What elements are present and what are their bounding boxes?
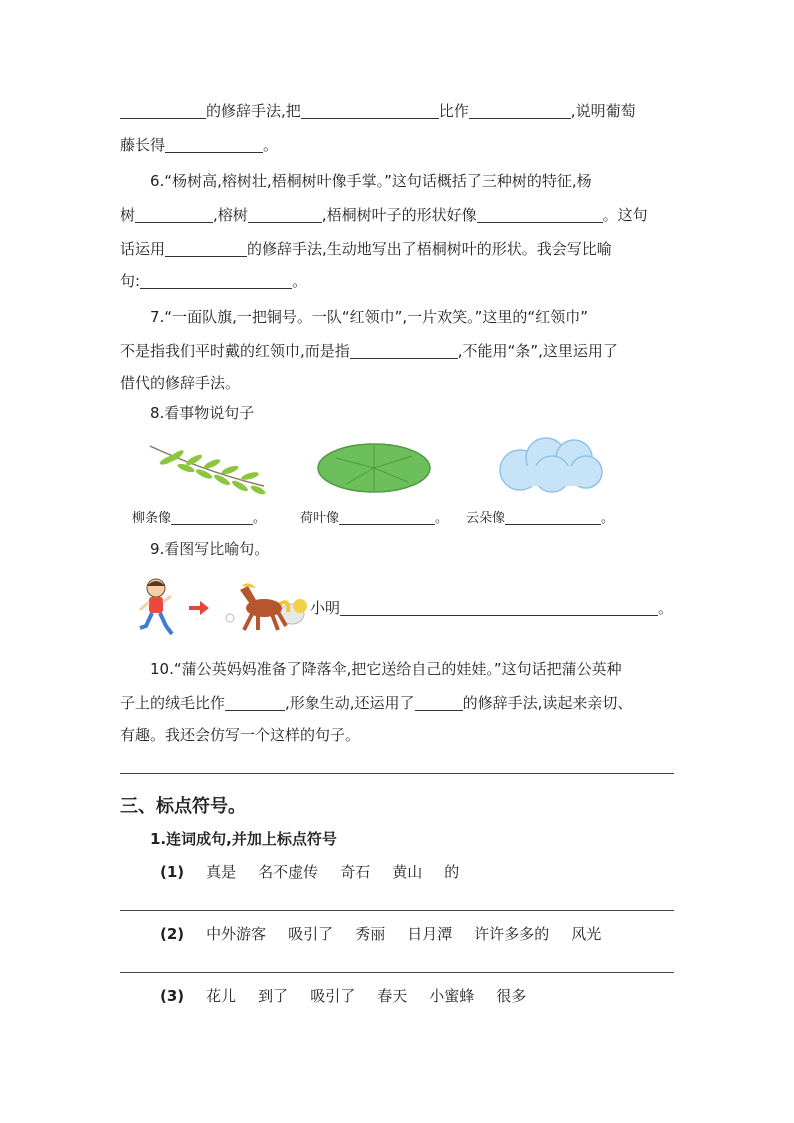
lotus-leaf-icon — [316, 442, 432, 494]
answer-blank[interactable] — [340, 601, 658, 616]
answer-blank[interactable] — [339, 512, 435, 525]
q9-answer-line: 小明 。 — [310, 599, 674, 617]
answer-line[interactable] — [120, 910, 674, 911]
q8-caption-cloud: 云朵像 。 — [466, 511, 615, 526]
answer-blank[interactable] — [171, 512, 253, 525]
q6-line-2: 树 ,榕树 ,梧桐树叶子的形状好像 。这句 — [120, 206, 648, 224]
answer-blank[interactable] — [248, 206, 322, 223]
answer-blank[interactable] — [301, 102, 439, 119]
q10-line-3: 有趣。我还会仿写一个这样的句子。 — [120, 726, 361, 744]
q5-line-1: 的修辞手法,把 比作 ,说明葡萄 — [120, 94, 676, 128]
section-title: 三、标点符号。 — [120, 796, 246, 817]
horse-icon — [222, 580, 308, 634]
answer-line[interactable] — [120, 972, 674, 973]
answer-blank[interactable] — [165, 240, 247, 257]
q7-line-3: 借代的修辞手法。 — [120, 374, 241, 392]
answer-blank[interactable] — [415, 694, 463, 711]
q10-line-2: 子上的绒毛比作 ,形象生动,还运用了 的修辞手法,读起来亲切、 — [120, 694, 633, 712]
q5-line-2: 藤长得 。 — [120, 136, 279, 154]
answer-blank[interactable] — [477, 206, 603, 223]
q9-title: 9.看图写比喻句。 — [150, 540, 270, 558]
q8-caption-willow: 柳条像 。 — [132, 511, 267, 526]
q6-line-4: 句: 。 — [120, 272, 308, 290]
sentence-item-3: (3) 花儿 到了 吸引了 春天 小蜜蜂 很多 — [160, 987, 527, 1005]
arrow-right-icon — [188, 600, 210, 616]
section-subtitle: 1.连词成句,并加上标点符号 — [150, 830, 337, 848]
answer-blank[interactable] — [350, 342, 458, 359]
q7-line-1: 7.“一面队旗,一把铜号。一队“红领巾”,一片欢笑。”这里的“红领巾” — [150, 308, 588, 326]
q10-line-1: 10.“蒲公英妈妈准备了降落伞,把它送给自己的娃娃。”这句话把蒲公英种 — [150, 660, 622, 678]
q6-line-1: 6.“杨树高,榕树壮,梧桐树叶像手掌。”这句话概括了三种树的特征,杨 — [150, 172, 592, 190]
answer-blank[interactable] — [120, 102, 206, 119]
willow-branch-icon — [146, 442, 268, 502]
cloud-icon — [494, 436, 606, 494]
sentence-item-1: (1) 真是 名不虚传 奇石 黄山 的 — [160, 863, 460, 881]
running-boy-icon — [136, 576, 176, 640]
answer-blank[interactable] — [165, 136, 263, 153]
answer-blank[interactable] — [135, 206, 213, 223]
answer-blank[interactable] — [469, 102, 571, 119]
sentence-item-2: (2) 中外游客 吸引了 秀丽 日月潭 许许多多的 风光 — [160, 925, 602, 943]
q8-title: 8.看事物说句子 — [150, 404, 255, 422]
answer-line[interactable] — [120, 773, 674, 774]
q6-line-3: 话运用 的修辞手法,生动地写出了梧桐树叶的形状。我会写比喻 — [120, 240, 612, 258]
answer-blank[interactable] — [225, 694, 285, 711]
answer-blank[interactable] — [140, 272, 292, 289]
q8-caption-lotus: 荷叶像 。 — [300, 511, 449, 526]
answer-blank[interactable] — [505, 512, 601, 525]
q7-line-2: 不是指我们平时戴的红领巾,而是指 ,不能用“条”,这里运用了 — [120, 342, 618, 360]
